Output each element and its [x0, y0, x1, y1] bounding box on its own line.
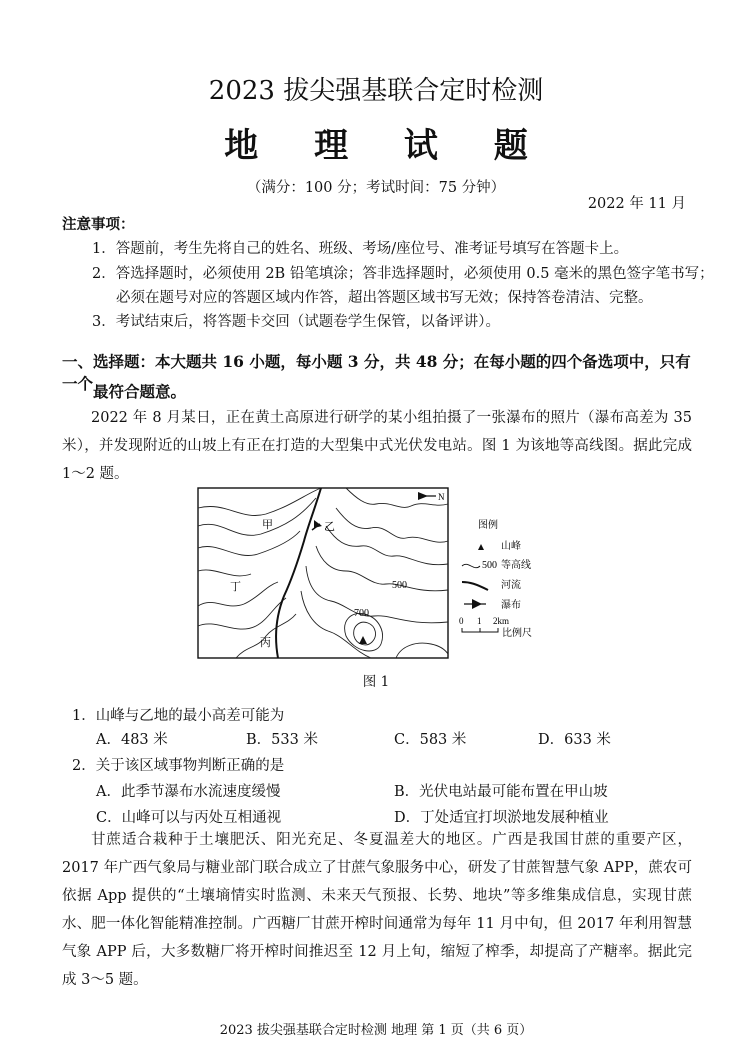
map-frame	[198, 488, 448, 658]
contour-map	[196, 486, 596, 686]
legend-contour: 等高线	[501, 560, 531, 571]
q2-option-b: B．光伏电站最可能布置在甲山坡	[394, 784, 608, 800]
section-heading-cont: 最符合题意。	[93, 382, 187, 401]
north-arrow	[418, 492, 445, 502]
contour-label-700: 700	[354, 608, 369, 619]
score-info: （满分：100 分；考试时间：75 分钟）	[246, 180, 506, 196]
scale-0: 0	[459, 616, 464, 626]
q2-option-a: A．此季节瀑布水流速度缓慢	[96, 784, 281, 800]
legend-river-icon	[462, 582, 488, 590]
legend-contour-value: 500	[482, 560, 497, 571]
notes-heading: 注意事项：	[62, 216, 135, 233]
q1-option-d: D．633 米	[538, 732, 611, 748]
legend-peak-icon	[478, 544, 484, 550]
legend-title: 图例	[478, 520, 498, 531]
label-ding: 丁	[230, 580, 241, 593]
legend-peak: 山峰	[501, 541, 521, 552]
map-legend	[459, 518, 532, 639]
label-bing: 丙	[260, 636, 271, 649]
legend-waterfall: 瀑布	[501, 600, 521, 611]
waterfall-symbol	[312, 520, 322, 530]
legend-waterfall-icon	[472, 599, 482, 609]
passage-paragraph: 甘蔗适合栽种于土壤肥沃、阳光充足、冬夏温差大的地区。广西是我国甘蔗的重要产区，2017 年广西气象局与糖业部门联合成立了甘蔗气象服务中心，研发了甘蔗智慧气象 APP，蔗农可依据 App 提供的“土壤墒情实时监测、未来天气预报、长势、地块”等多维集成信息，实现甘蔗水、肥一体化智能精准控制。广西糖厂甘蔗开榨时间通常为每年 11 月中旬，但 2017 年利用智慧气象 APP 后，大多数糖厂将开榨时间推迟至 12 月上旬，缩短了榨季，却提高了产糖率。据此完成 3～5 题。	[62, 832, 692, 988]
figure-caption: 图 1	[362, 674, 390, 690]
legend-river: 河流	[501, 580, 521, 591]
contour-label-500: 500	[392, 580, 407, 591]
q2-option-c: C．山峰可以与丙处互相通视	[96, 810, 282, 826]
subject-title: 地 理 试 题	[224, 126, 550, 166]
contour-lines	[198, 488, 448, 658]
scale-1: 1	[477, 616, 482, 626]
q2-option-d: D．丁处适宜打坝淤地发展种植业	[394, 810, 609, 826]
intro-paragraph: 2022 年 8 月某日，正在黄土高原进行研学的某小组拍摄了一张瀑布的照片（瀑布高差为 35 米），并发现附近的山坡上有正在打造的大型集中式光伏发电站。图 1 为该地等高线图。据此完成 1～2 题。	[62, 410, 692, 482]
question-2-stem: 2．关于该区域事物判断正确的是	[72, 758, 285, 774]
peak-symbol	[359, 636, 367, 644]
q1-option-b: B．533 米	[246, 732, 318, 748]
page-footer: 2023 拔尖强基联合定时检测 地理 第 1 页（共 6 页）	[219, 1023, 533, 1038]
river-line	[276, 488, 321, 658]
label-jia: 甲	[262, 518, 273, 531]
q1-option-a: A．483 米	[96, 732, 168, 748]
question-1-stem: 1．山峰与乙地的最小高差可能为	[72, 708, 285, 724]
scale-label: 比例尺	[502, 628, 532, 639]
exam-title: 2023 拔尖强基联合定时检测	[208, 76, 544, 106]
scale-2: 2km	[493, 616, 510, 626]
note-item: 必须在题号对应的答题区域内作答，超出答题区域书写无效；保持答卷清洁、完整。	[116, 290, 653, 306]
note-item: 2．答选择题时，必须使用 2B 铅笔填涂；答非选择题时，必须使用 0.5 毫米的黑色签字笔书写；	[92, 266, 714, 282]
note-item: 3．考试结束后，将答题卡交回（试题卷学生保管，以备评讲）。	[92, 314, 500, 330]
contour-map-figure	[196, 486, 596, 686]
scale-bar	[462, 628, 498, 632]
north-label: N	[438, 492, 445, 502]
q1-option-c: C．583 米	[394, 732, 467, 748]
legend-contour-icon	[462, 564, 480, 567]
section-heading: 一、选择题：本大题共 16 小题，每小题 3 分，共 48 分；在每小题的四个备选项中，只有一个	[62, 352, 691, 393]
exam-date: 2022 年 11 月	[587, 196, 686, 212]
label-yi: 乙	[324, 520, 335, 533]
note-item: 1．答题前，考生先将自己的姓名、班级、考场/座位号、准考证号填写在答题卡上。	[92, 241, 629, 257]
